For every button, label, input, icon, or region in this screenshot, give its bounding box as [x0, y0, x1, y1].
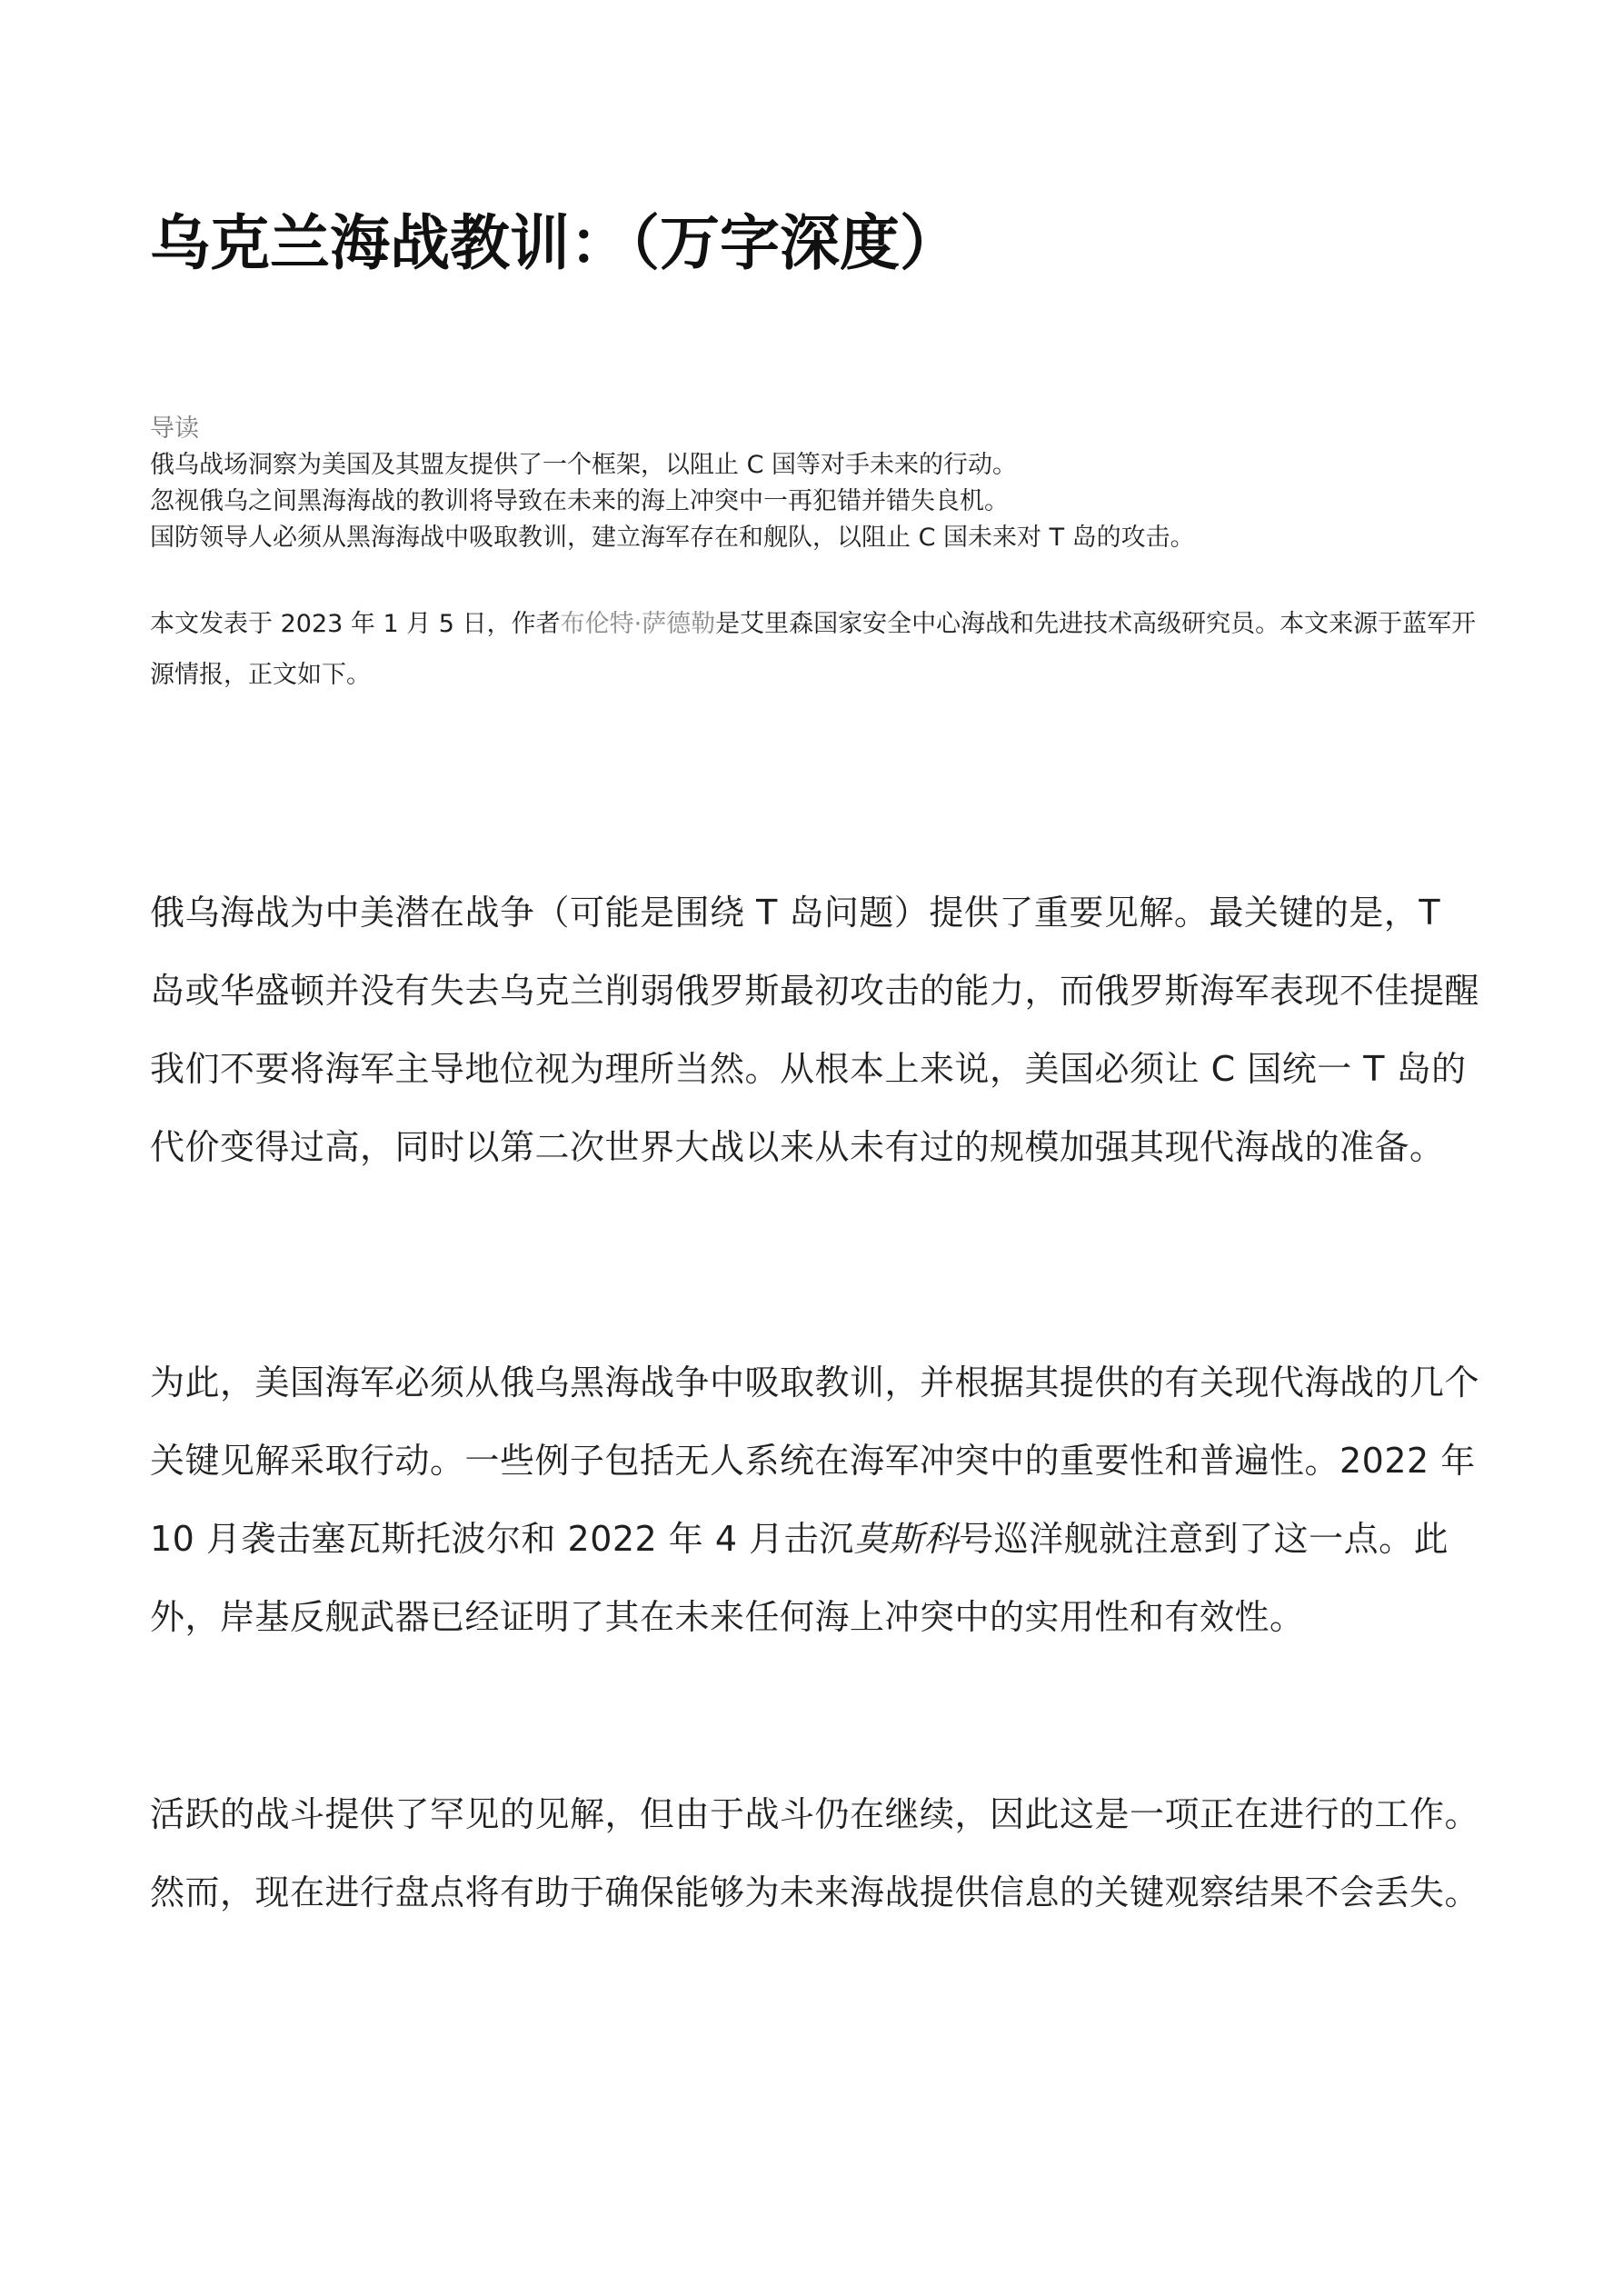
publication-info [150, 599, 1486, 701]
intro-point: 国防领导人必须从黑海海战中吸取教训，建立海军存在和舰队，以阻止 C 国未来对 T 岛的攻击。 [150, 524, 1195, 552]
intro-summary [150, 411, 1477, 556]
article-title: 乌克兰海战教训：（万字深度） [150, 207, 960, 278]
ship-name: 莫斯科 [853, 1519, 960, 1559]
body-paragraph: 俄乌海战为中美潜在战争（可能是围绕 T 岛问题）提供了重要见解。最关键的是，T 岛或华盛顿并没有失去乌克兰削弱俄罗斯最初攻击的能力，而俄罗斯海军表现不佳提醒我们不要将海军主导地位视为理所当然。从根本上来说，美国必须让 C 国统一 T 岛的代价变得过高，同时以第二次世界大战以来从未有过的规模加强其现代海战的准备。 [150, 893, 1480, 1167]
intro-point: 忽视俄乌之间黑海海战的教训将导致在未来的海上冲突中一再犯错并错失良机。 [150, 487, 1009, 515]
publication-date-text: 本文发表于 2023 年 1 月 5 日，作者 [150, 610, 561, 638]
intro-label: 导读 [150, 414, 199, 443]
body-paragraph [150, 1343, 1486, 1656]
paragraph-text: 为此，美国海军必须从俄乌黑海战争中吸取教训，并根据其提供的有关现代海战的几个关键见解采取行动。一些例子包括无人系统在海军冲突中的重要性和普遍性。2022 年 10 月袭击塞瓦斯托波尔和 2022 年 4 月击沉 [150, 1363, 1480, 1559]
body-paragraph: 活跃的战斗提供了罕见的见解，但由于战斗仍在继续，因此这是一项正在进行的工作。然而，现在进行盘点将有助于确保能够为未来海战提供信息的关键观察结果不会丢失。 [150, 1794, 1480, 1912]
paragraph-text: 号巡洋舰就注意到了这一点。此外，岸基反舰武器已经证明了其在未来任何海上冲突中的实用性和有效性。 [150, 1519, 1449, 1637]
intro-point: 俄乌战场洞察为美国及其盟友提供了一个框架，以阻止 C 国等对手未来的行动。 [150, 451, 1018, 479]
author-description: 是艾里森国家安全中心海战和先进技术高级研究员。本文来源于蓝军开源情报，正文如下。 [150, 610, 1477, 689]
author-link[interactable]: 布伦特·萨德勒 [560, 610, 716, 638]
